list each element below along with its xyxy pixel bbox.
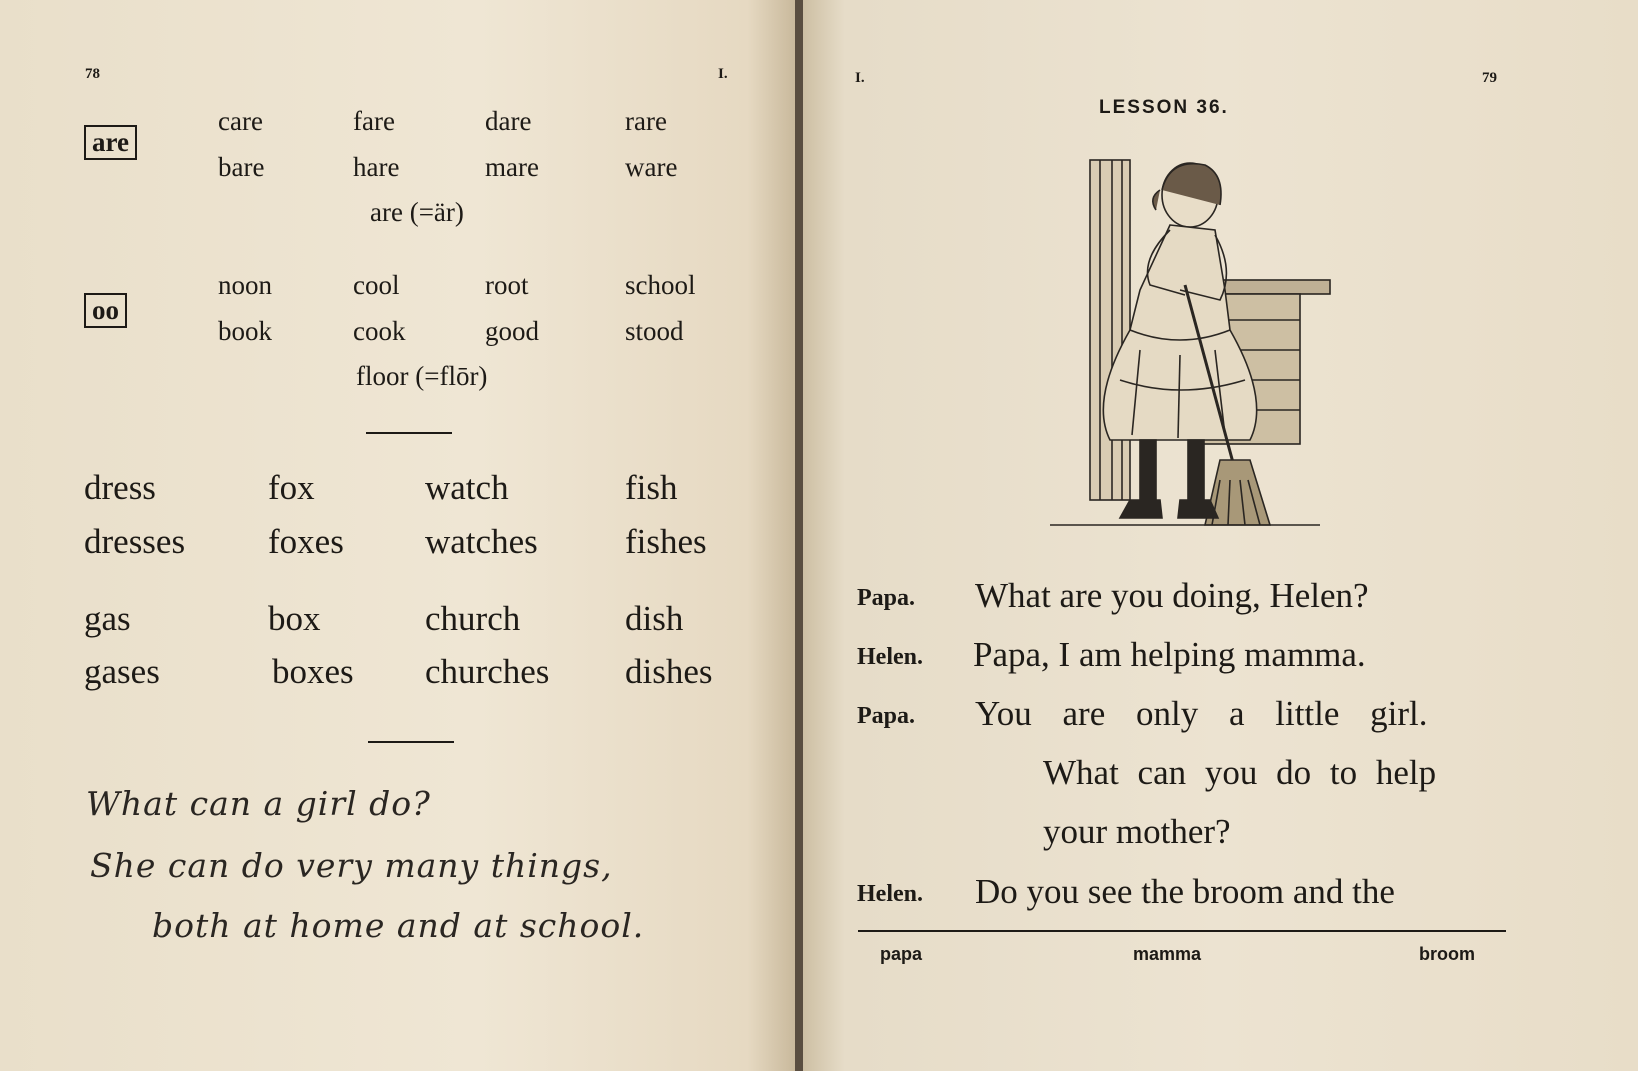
word: fox (268, 468, 315, 507)
word: fare (353, 106, 395, 136)
speaker-label: Papa. (857, 585, 916, 611)
word: good (485, 316, 539, 346)
cursive-line: What can a girl do? (86, 784, 431, 823)
dialogue-line: What are you doing, Helen? (975, 576, 1369, 615)
vocabulary-word: mamma (1133, 944, 1202, 964)
word: rare (625, 106, 667, 136)
word: bare (218, 152, 265, 182)
phonogram-box-oo: oo (84, 293, 127, 328)
word: boxes (272, 652, 354, 691)
word: dress (84, 468, 156, 507)
dialogue-line: Do you see the broom and the (975, 872, 1395, 911)
page-number: 79 (1482, 70, 1497, 86)
divider (368, 741, 454, 743)
word: root (485, 270, 529, 300)
vocabulary-word: broom (1419, 944, 1475, 964)
dialogue-line: your mother? (1043, 812, 1231, 851)
word: foxes (268, 522, 344, 561)
footer-rule (858, 930, 1506, 932)
word: watch (425, 468, 509, 507)
dialogue-line: You are only a little girl. (975, 694, 1428, 733)
word: gas (84, 599, 131, 638)
word: gases (84, 652, 160, 691)
word: dishes (625, 652, 713, 691)
word: watches (425, 522, 538, 561)
cursive-line: both at home and at school. (152, 906, 645, 945)
speaker-label: Papa. (857, 703, 916, 729)
page-number: 78 (85, 66, 100, 82)
word: churches (425, 652, 550, 691)
word: book (218, 316, 272, 346)
divider (366, 432, 452, 434)
word: cool (353, 270, 400, 300)
word: care (218, 106, 263, 136)
word: dare (485, 106, 532, 136)
signature-mark: I. (718, 66, 728, 82)
girl-sweeping-illustration (1020, 150, 1340, 550)
word: box (268, 599, 321, 638)
word: dish (625, 599, 684, 638)
lesson-title: LESSON 36. (1099, 97, 1229, 118)
word: fish (625, 468, 678, 507)
word: church (425, 599, 521, 638)
signature-mark: I. (855, 70, 865, 86)
dialogue-line: What can you do to help (1043, 753, 1437, 792)
speaker-label: Helen. (857, 644, 923, 670)
vocabulary-word: papa (880, 944, 923, 964)
word: cook (353, 316, 406, 346)
word: stood (625, 316, 684, 346)
dialogue-line: Papa, I am helping mamma. (973, 635, 1366, 674)
word: fishes (625, 522, 707, 561)
speaker-label: Helen. (857, 881, 923, 907)
phonogram-box-are: are (84, 125, 137, 160)
book-gutter (795, 0, 803, 1071)
word: hare (353, 152, 400, 182)
word: noon (218, 270, 272, 300)
pronunciation-note: are (=är) (370, 197, 464, 227)
cursive-line: She can do very many things, (90, 846, 613, 885)
left-page (0, 0, 795, 1071)
word: mare (485, 152, 539, 182)
word: school (625, 270, 696, 300)
word: dresses (84, 522, 186, 561)
pronunciation-note: floor (=flōr) (356, 361, 488, 391)
word: ware (625, 152, 678, 182)
